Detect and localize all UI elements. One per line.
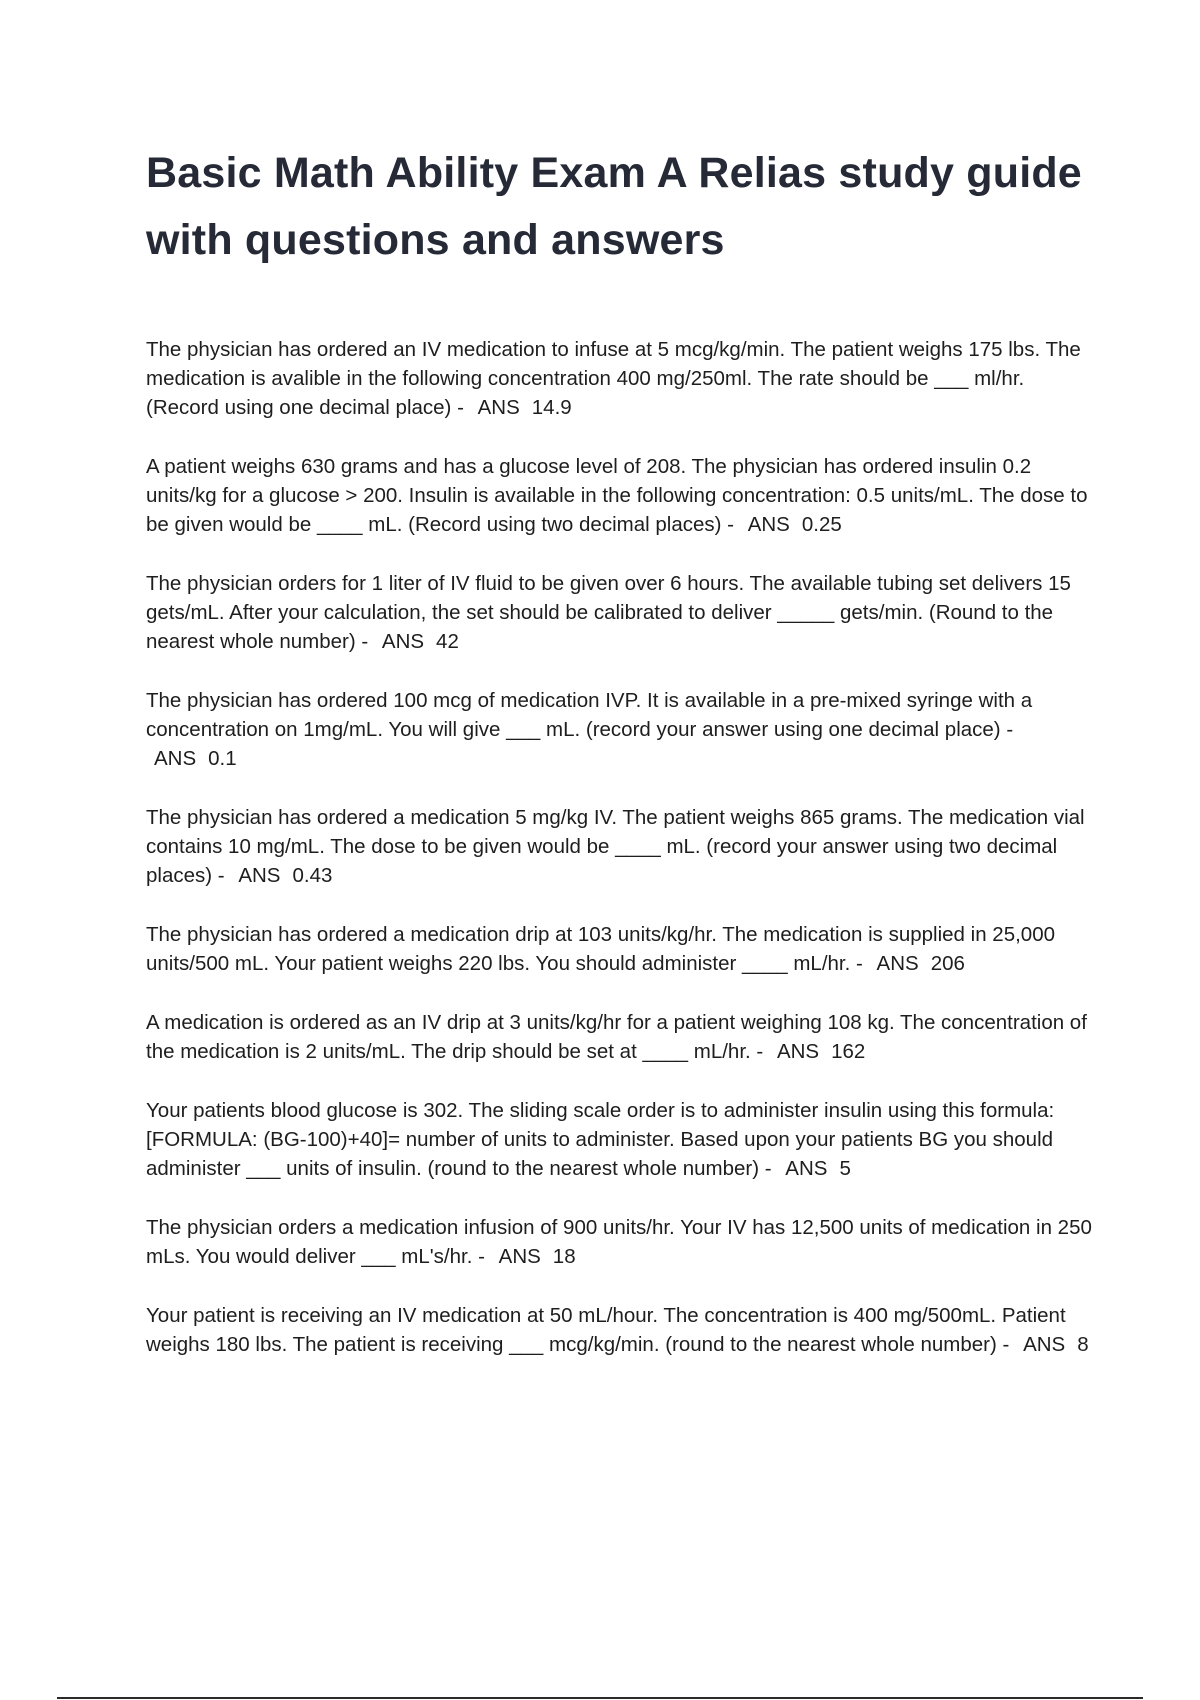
answer-value: 18 (552, 1245, 576, 1268)
answer-value: 206 (930, 952, 965, 975)
question-item (146, 686, 1096, 773)
document-title: Basic Math Ability Exam A Relias study guide with questions and answers (146, 149, 1082, 264)
answer-value: 5 (839, 1157, 851, 1180)
answer-label: ANS (477, 396, 520, 419)
question-item (146, 569, 1096, 656)
question-item (146, 335, 1096, 422)
question-list (146, 335, 1096, 1389)
question-text: The physician has ordered 100 mcg of medication IVP. It is available in a pre-mixed syringe with a concentration on 1mg/mL. You will give ___ mL. (record your answer using one decimal place) - (146, 689, 1033, 741)
question-text: A medication is ordered as an IV drip at 3 units/kg/hr for a patient weighing 108 kg. The concentration of the medication is 2 units/mL. The drip should be set at ____ mL/hr. - (146, 1011, 1087, 1063)
question-text: The physician orders a medication infusion of 900 units/hr. Your IV has 12,500 units of medication in 250 mLs. You would deliver ___ mL's/hr. - (146, 1216, 1092, 1268)
answer-label: ANS (498, 1245, 541, 1268)
question-item (146, 1301, 1096, 1359)
question-text: Your patients blood glucose is 302. The sliding scale order is to administer insulin using this formula: [FORMULA: (BG-100)+40]= number of units to administer. Based upon your patients BG you should administer ___ units of insulin. (round to the nearest whole number) - (146, 1099, 1055, 1180)
answer-label: ANS (747, 513, 790, 536)
question-text: The physician has ordered a medication drip at 103 units/kg/hr. The medication is supplied in 25,000 units/500 mL. Your patient weighs 220 lbs. You should administer ____ mL/hr. - (146, 923, 1056, 975)
question-item (146, 1008, 1096, 1066)
question-text: Your patient is receiving an IV medication at 50 mL/hour. The concentration is 400 mg/500mL. Patient weighs 180 lbs. The patient is receiving ___ mcg/kg/min. (round to the nearest whole number) - (146, 1304, 1066, 1356)
answer-value: 0.25 (801, 513, 842, 536)
question-text: The physician orders for 1 liter of IV fluid to be given over 6 hours. The available tubing set delivers 15 gets/mL. After your calculation, the set should be calibrated to deliver _____ gets/min. (Round to the nearest whole number) - (146, 572, 1071, 653)
answer-value: 0.43 (292, 864, 333, 887)
answer-value: 42 (436, 630, 459, 653)
question-item (146, 452, 1096, 539)
question-item (146, 1096, 1096, 1183)
answer-value: 14.9 (531, 396, 572, 419)
question-text: The physician has ordered a medication 5 mg/kg IV. The patient weighs 865 grams. The medication vial contains 10 mg/mL. The dose to be given would be ____ mL. (record your answer using two decimal places) - (146, 806, 1085, 887)
question-item (146, 1213, 1096, 1271)
answer-value: 162 (831, 1040, 866, 1063)
answer-label: ANS (154, 747, 197, 770)
question-item (146, 920, 1096, 978)
answer-label: ANS (785, 1157, 828, 1180)
answer-label: ANS (876, 952, 919, 975)
answer-value: 8 (1077, 1333, 1089, 1356)
answer-label: ANS (1023, 1333, 1066, 1356)
answer-label: ANS (238, 864, 281, 887)
question-text: A patient weighs 630 grams and has a glucose level of 208. The physician has ordered insulin 0.2 units/kg for a glucose > 200. Insulin is available in the following concentration: 0.5 units/mL. The dose to be given would be ____ mL. (Record using two decimal places) - (146, 455, 1088, 536)
answer-label: ANS (381, 630, 425, 653)
answer-value: 0.1 (208, 747, 237, 770)
question-item (146, 803, 1096, 890)
answer-label: ANS (776, 1040, 820, 1063)
question-text: The physician has ordered an IV medication to infuse at 5 mcg/kg/min. The patient weighs 175 lbs. The medication is avalible in the following concentration 400 mg/250ml. The rate should be ___ ml/hr. (Record using one decimal place) - (146, 338, 1081, 419)
page-bottom-divider (57, 1697, 1143, 1699)
